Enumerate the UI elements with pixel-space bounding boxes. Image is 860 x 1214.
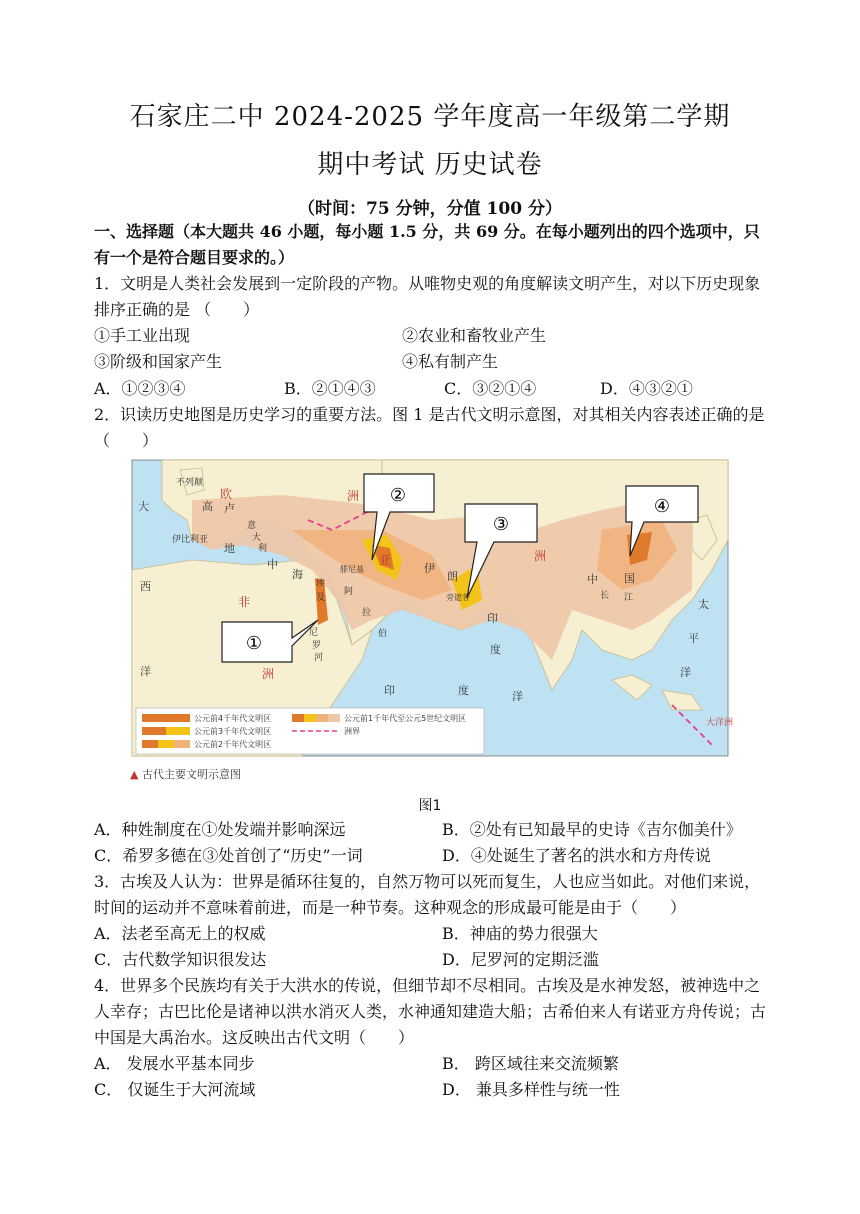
map-label-egypt-2: 及 <box>316 593 326 603</box>
q1-option-a[interactable]: A．①②③④ <box>94 379 186 398</box>
map-label-italy-1: 意 <box>247 521 257 531</box>
map-caption-text: 古代主要文明示意图 <box>141 768 241 781</box>
q1-option-b[interactable]: B．②①④③ <box>284 379 376 398</box>
map-label-indian-ocean-1: 印 <box>384 684 395 697</box>
q2-option-b[interactable]: B．②处有已知最早的史诗《吉尔伽美什》 <box>442 820 742 839</box>
section-heading: 一、选择题（本大题共 46 小题，每小题 1.5 分，共 69 分。在每小题列出的四个选项中，只有一个是符合题目要求的。） <box>94 222 760 267</box>
legend-1k: 公元前1千年代至公元5世纪文明区 <box>344 714 467 723</box>
map-label-europe-1: 欧 <box>220 487 233 501</box>
q1-option-c[interactable]: C．③②①④ <box>444 379 537 398</box>
callout-4-label: ④ <box>653 496 671 517</box>
q1-item-1: ①手工业出现 <box>94 326 191 345</box>
map-label-china-2: 国 <box>624 572 635 585</box>
q1-item-4: ④私有制产生 <box>402 352 499 371</box>
q3-option-b[interactable]: B．神庙的势力很强大 <box>442 924 598 943</box>
map-label-indian-ocean-2: 度 <box>458 684 469 697</box>
map-label-nile-1: 尼 <box>309 628 319 638</box>
map-label-italy-3: 利 <box>258 544 268 554</box>
q4-options-row2 <box>94 1077 774 1103</box>
q1-option-d[interactable]: D．④③②① <box>600 379 693 398</box>
q1-stem: 1．文明是人类社会发展到一定阶段的产物。从唯物史观的角度解读文明产生，对以下历史现象排序正确的是 （ ） <box>94 274 761 319</box>
map-label-iberia: 伊比利亚 <box>172 535 209 545</box>
legend-boundary: 洲界 <box>344 727 360 736</box>
callout-2-label: ② <box>389 485 407 506</box>
q2-options-row2 <box>94 843 774 869</box>
map-label-med-1: 地 <box>224 542 235 555</box>
q3-option-a[interactable]: A．法老至高无上的权威 <box>94 924 266 943</box>
q2-options-row1 <box>94 817 774 843</box>
map-label-med-2: 中 <box>267 558 278 571</box>
q4-option-a[interactable]: A． 发展水平基本同步 <box>94 1054 255 1073</box>
q2-stem: 2．识读历史地图是历史学习的重要方法。图 1 是古代文明示意图，对其相关内容表述正确的是（ ） <box>94 405 765 450</box>
q3-options-row2 <box>94 947 774 973</box>
q3-stem: 3．古埃及人认为：世界是循环往复的，自然万物可以死而复生，人也应当如此。对他们来说，时间的运动并不意味着前进，而是一种节奏。这种观念的形成最可能是由于（ ） <box>94 872 761 917</box>
q1-items-row2 <box>94 349 774 375</box>
map-label-phoenicia: 腓尼基 <box>340 565 364 574</box>
map-label-africa-1: 非 <box>238 595 251 609</box>
map-legend <box>136 708 484 754</box>
callout-1-label: ① <box>245 633 263 654</box>
q1-item-2: ②农业和畜牧业产生 <box>402 326 547 345</box>
q3-option-c[interactable]: C．古代数学知识很发达 <box>94 950 267 969</box>
map-label-italy-2: 大 <box>252 533 262 543</box>
map-label-med-3: 海 <box>292 568 303 581</box>
ancient-civilizations-map <box>132 460 734 756</box>
map-label-atlantic-3: 洋 <box>140 665 151 678</box>
q2-option-c[interactable]: C．希罗多德在③处首创了“历史”一词 <box>94 846 363 865</box>
q2-option-a[interactable]: A．种姓制度在①处发端并影响深远 <box>94 820 346 839</box>
map-label-nile-3: 河 <box>314 653 324 663</box>
legend-2k: 公元前2千年代文明区 <box>194 740 272 749</box>
map-label-arabia-3: 伯 <box>378 629 388 639</box>
q3-options-row1 <box>94 921 774 947</box>
map-label-indian-ocean-3: 洋 <box>512 690 523 703</box>
exam-subtitle: （时间：75 分钟，分值 100 分） <box>298 199 562 219</box>
q4-stem: 4．世界多个民族均有关于大洪水的传说，但细节却不尽相同。古埃及是水神发怒，被神选中之人幸存；古巴比伦是诸神以洪水消灭人类，水神通知建造大船；古希伯来人有诺亚方舟传说；古中国是大禹治水。这反映出古代文明（ ） <box>94 976 767 1047</box>
map-label-punjab: 旁遮普 <box>446 593 470 602</box>
map-label-arabia-2: 拉 <box>362 608 372 618</box>
map-label-africa-2: 洲 <box>262 667 275 681</box>
triangle-icon: ▲ <box>130 768 139 781</box>
map-label-oceania: 大洋洲 <box>706 718 734 728</box>
map-label-yangtze-2: 江 <box>624 593 634 603</box>
map-label-arabia-1: 阿 <box>344 587 354 597</box>
legend-3k: 公元前3千年代文明区 <box>194 727 272 736</box>
map-label-egypt-1: 埃 <box>316 579 326 589</box>
map-label-asia-2: 洲 <box>534 549 547 563</box>
map-label-pacific-3: 洋 <box>680 666 691 679</box>
figure-label: 图1 <box>418 798 442 814</box>
q4-option-d[interactable]: D． 兼具多样性与统一性 <box>442 1080 620 1099</box>
callout-3-label: ③ <box>492 514 510 535</box>
map-label-gaul-1: 高 <box>202 500 213 513</box>
map-label-china-1: 中 <box>587 573 598 586</box>
q4-option-c[interactable]: C． 仅诞生于大河流域 <box>94 1080 256 1099</box>
q4-options-row1 <box>94 1051 774 1077</box>
map-label-asia-1: 亚 <box>379 553 392 567</box>
legend-4k: 公元前4千年代文明区 <box>194 714 272 723</box>
map-label-atlantic-1: 大 <box>138 500 149 513</box>
map-label-pacific-1: 太 <box>698 598 709 611</box>
q1-items-row1 <box>94 323 774 349</box>
map-label-iran-1: 伊 <box>424 562 435 575</box>
q2-option-d[interactable]: D．④处诞生了著名的洪水和方舟传说 <box>442 846 711 865</box>
map-label-yangtze-1: 长 <box>600 591 610 601</box>
q1-item-3: ③阶级和国家产生 <box>94 352 223 371</box>
q1-options <box>94 376 774 402</box>
map-label-gaul-2: 卢 <box>224 502 235 515</box>
map-label-britain: 不列颠 <box>176 478 204 488</box>
map-label-india-1: 印 <box>487 612 498 625</box>
map-caption <box>130 766 241 782</box>
exam-title-line1: 石家庄二中 2024-2025 学年度高一年级第二学期 <box>129 102 731 132</box>
q3-option-d[interactable]: D．尼罗河的定期泛滥 <box>442 950 599 969</box>
map-label-pacific-2: 平 <box>688 632 699 645</box>
map-label-europe-2: 洲 <box>347 489 360 503</box>
map-label-iran-2: 朗 <box>447 570 458 583</box>
map-label-nile-2: 罗 <box>312 641 322 651</box>
map-label-india-2: 度 <box>490 643 501 656</box>
exam-title-line2: 期中考试 历史试卷 <box>317 150 543 180</box>
q4-option-b[interactable]: B． 跨区域往来交流频繁 <box>442 1054 619 1073</box>
map-label-atlantic-2: 西 <box>140 580 151 593</box>
